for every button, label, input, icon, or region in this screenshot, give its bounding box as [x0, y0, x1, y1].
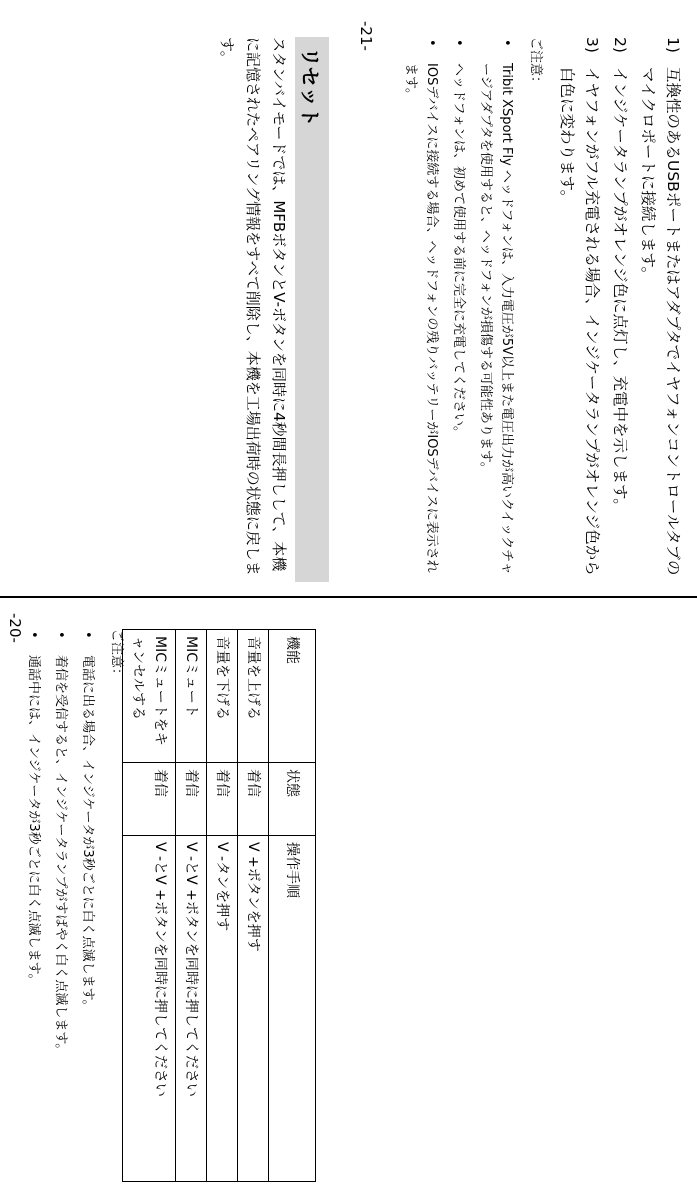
charging-steps — [551, 37, 685, 582]
table-row — [207, 630, 238, 1182]
operations-table — [122, 629, 316, 1182]
note-item: • 着信を受信すると、インジケータランプがすばやく白く点滅します。 — [50, 629, 71, 1182]
charging-step — [607, 37, 632, 582]
table-row — [176, 630, 207, 1182]
notes-heading: ご注意： — [528, 37, 543, 90]
step-number: 1) — [664, 37, 682, 53]
table-cell: V -とV +ボタンを同時に押してください — [176, 836, 207, 1182]
header-procedure: 操作手順 — [269, 836, 316, 1182]
step-text: 互換性のあるUSBポートまたはアダプタでイヤフォンコントロールタブのマイクロポートに接続します。 — [639, 67, 682, 576]
table-header-row — [269, 630, 316, 1182]
page-divider — [0, 596, 697, 598]
notes-list — [17, 629, 98, 1182]
table-cell: MICミュート — [176, 630, 207, 763]
step-text: インジケータランプがオレンジ色に点灯し、充電中を示します。 — [611, 67, 629, 514]
notes-list — [394, 37, 517, 582]
table-cell: 着信 — [238, 763, 269, 836]
table-cell: V -とV +ボタンを同時に押してください — [123, 836, 176, 1182]
note-item: • 電話に出る場合、インジケータが3秒ごとに白く点滅します。 — [77, 629, 98, 1182]
step-number: 2) — [611, 37, 629, 53]
note-item: • ヘッドフォンは、初めて使用する前に完全に充電してください。 — [448, 37, 469, 582]
note-item: • 通話中には、インジケータが3秒ごとに白く点滅します。 — [23, 629, 44, 1182]
table-cell: 着信 — [123, 763, 176, 836]
step-text: イヤフォンがフル充電される場合、インジケータランプがオレンジ色から白色に変わります。 — [558, 67, 601, 576]
table-cell: V -タンを押す — [207, 836, 238, 1182]
section-title-reset: リセット — [295, 37, 329, 582]
table-cell: 着信 — [207, 763, 238, 836]
charging-step — [554, 37, 604, 582]
note-item: • IOSデバイスに接続する場合、ヘッドフォンの残りバッテリーがIOSデバイスに表示されます。 — [400, 37, 442, 582]
charging-step — [635, 37, 685, 582]
page-20 — [0, 599, 346, 1192]
table-row — [238, 630, 269, 1182]
header-function: 機能 — [269, 630, 316, 763]
reset-body: スタンバイモードでは、MFBボタンとV-ボタンを同時に4秒間長押しして、本機に記憶されたペアリング情報をすべて削除し、本機を工場出荷時の状態に戻します。 — [218, 37, 288, 576]
table-cell: MICミュートをキャンセルする — [123, 630, 176, 763]
page-21 — [218, 7, 697, 600]
notes-heading: ご注意： — [109, 629, 124, 682]
header-state: 状態 — [269, 763, 316, 836]
step-number: 3) — [583, 37, 601, 53]
note-item: • Tribit XSport Fly ヘッドフォンは、入力電圧が5V以上また電圧出力が高いクイックチャージアダプタを使用すると、ヘッドフォンが損傷する可能性あります。 — [475, 37, 517, 582]
table-cell: 音量を下げる — [207, 630, 238, 763]
page-number: -20- — [6, 613, 24, 643]
page-number: -21- — [357, 21, 375, 51]
table-row — [123, 630, 176, 1182]
table-cell: 着信 — [176, 763, 207, 836]
table-cell: V +ボタンを押す — [238, 836, 269, 1182]
table-cell: 音量を上げる — [238, 630, 269, 763]
